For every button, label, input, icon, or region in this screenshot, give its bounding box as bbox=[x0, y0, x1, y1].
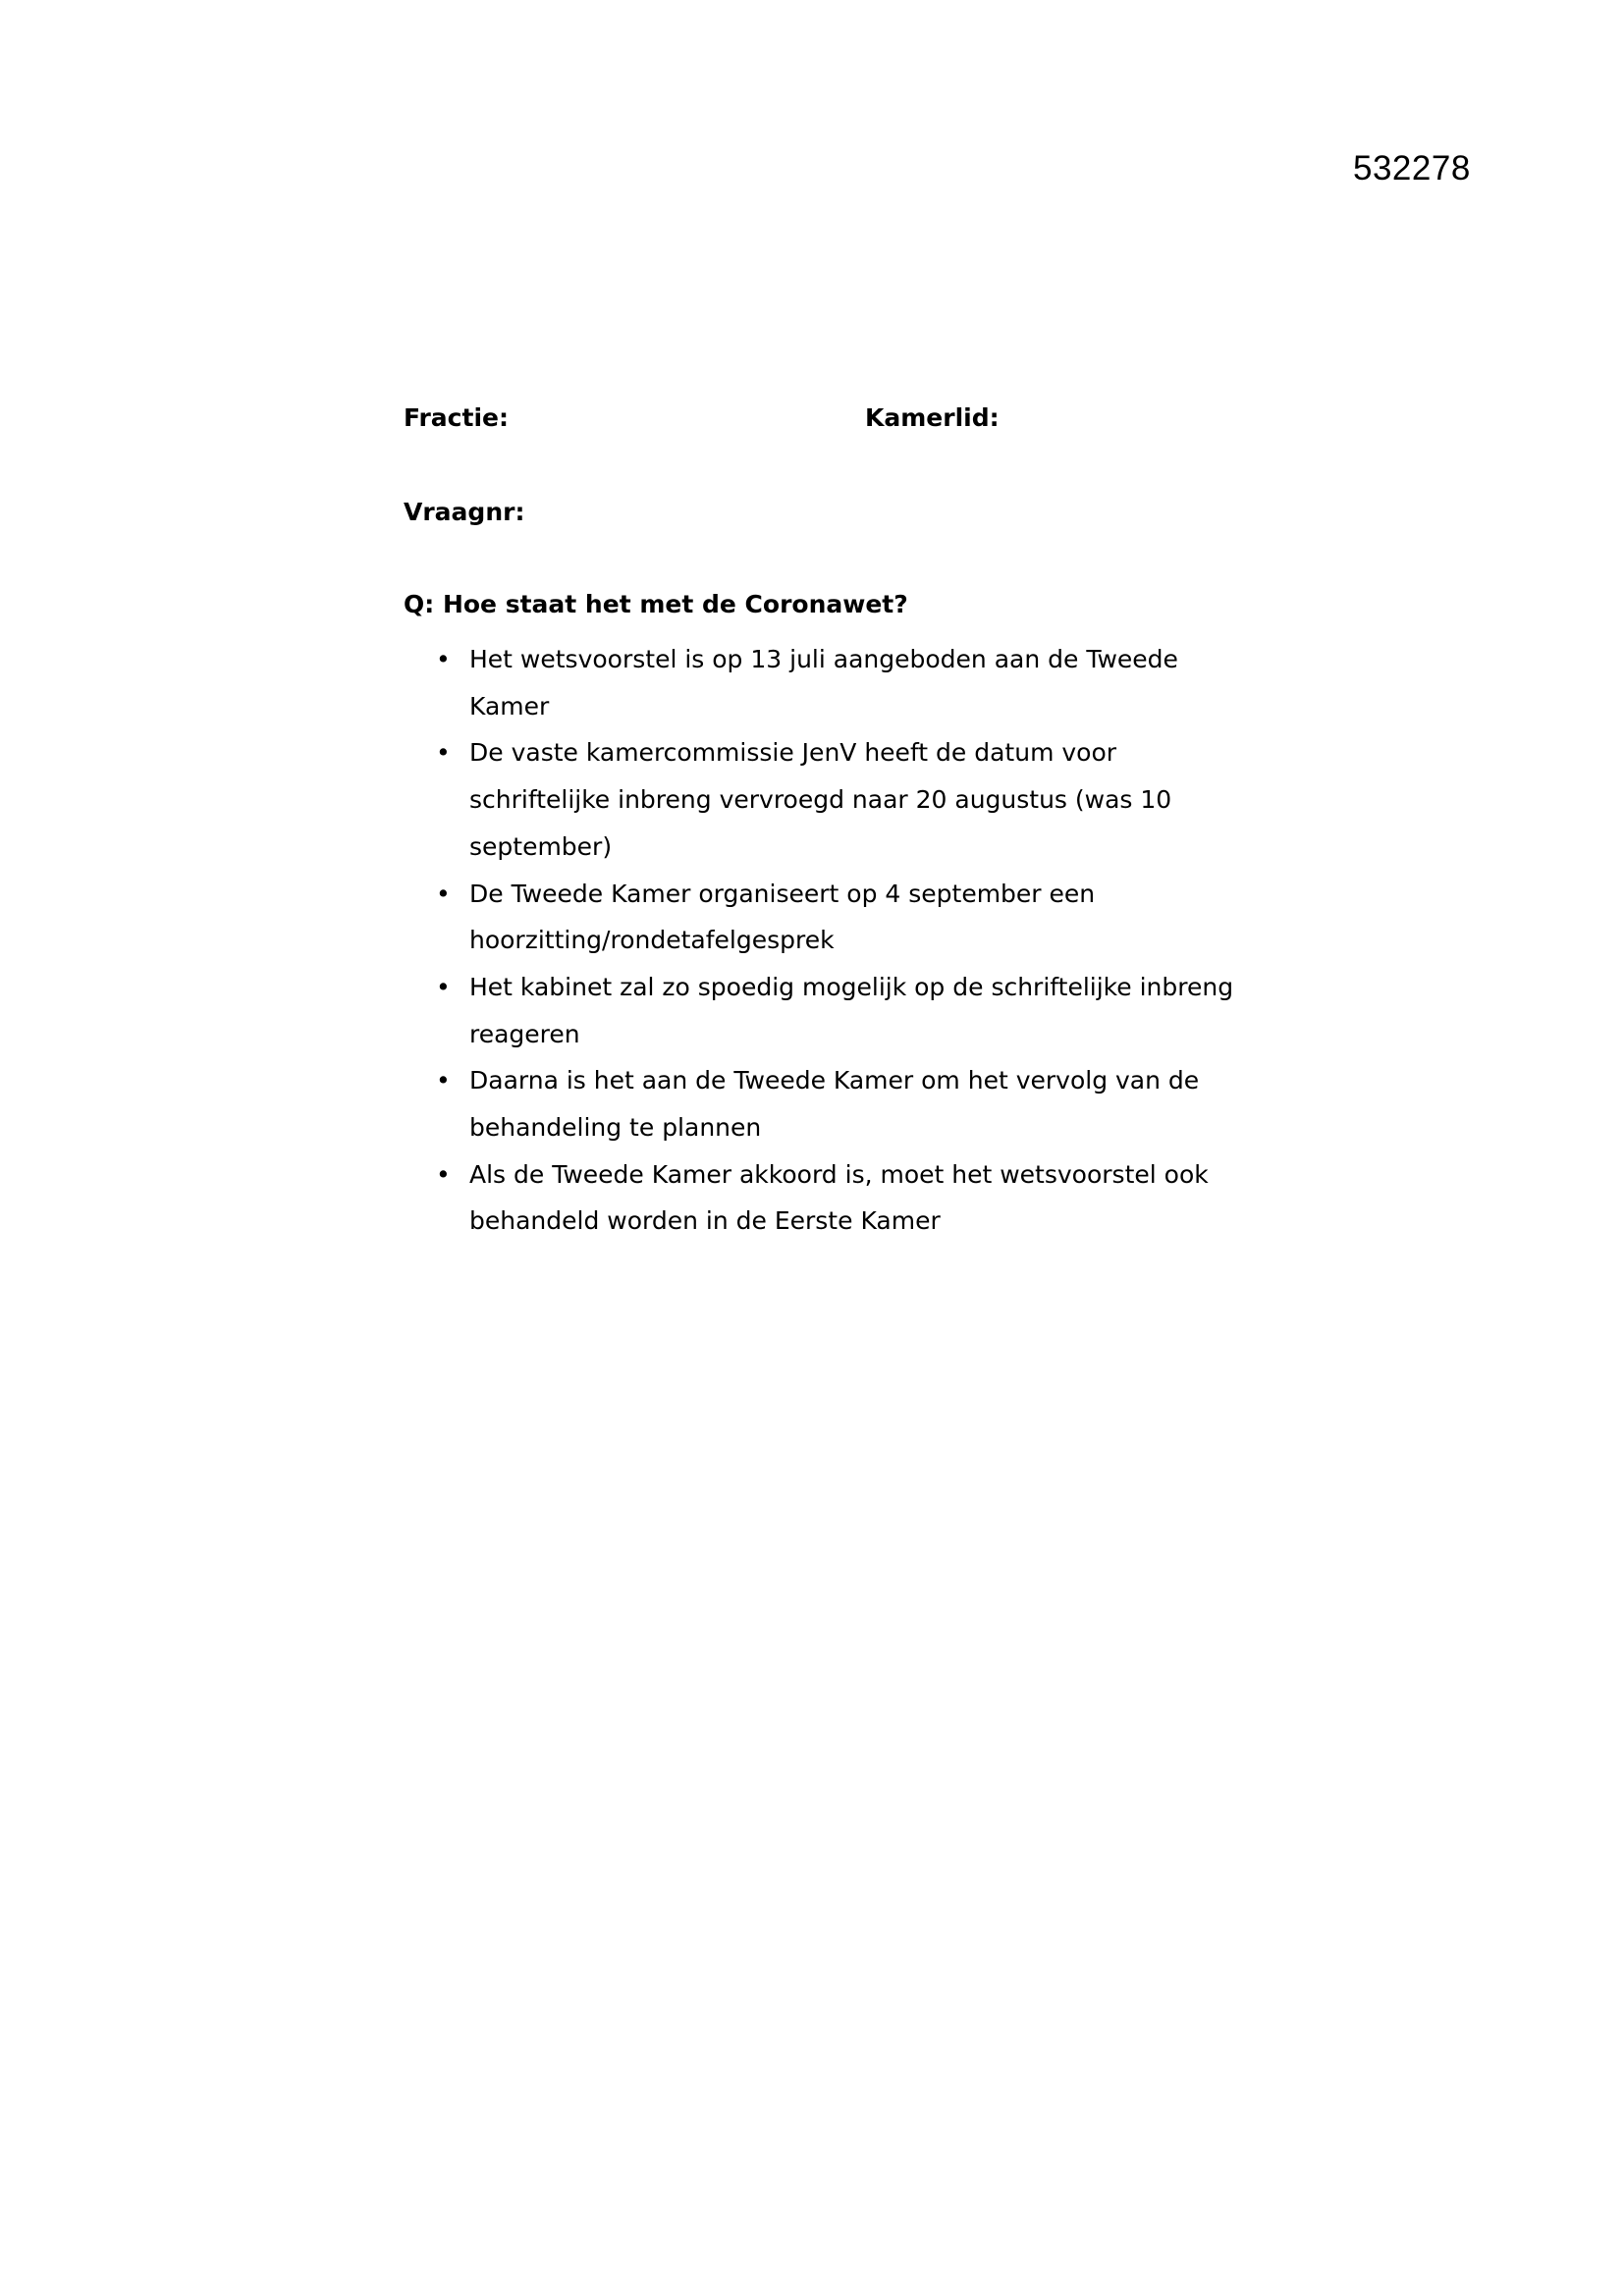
answer-text: Als de Tweede Kamer akkoord is, moet het wetsvoorstel ook behandeld worden in de Eerste Kamer bbox=[469, 1159, 1209, 1236]
list-item bbox=[404, 964, 1248, 1057]
vraagnr-label: Vraagnr: bbox=[404, 498, 525, 526]
question-heading: Q: Hoe staat het met de Coronawet? bbox=[404, 590, 908, 618]
kamerlid-label: Kamerlid: bbox=[865, 403, 1000, 432]
answer-text: De vaste kamercommissie JenV heeft de datum voor schriftelijke inbreng vervroegd naar 20 augustus (was 10 september) bbox=[469, 738, 1172, 861]
list-item bbox=[404, 729, 1248, 870]
bullet-icon: • bbox=[436, 645, 451, 673]
bullet-icon: • bbox=[436, 879, 451, 908]
fractie-label: Fractie: bbox=[404, 403, 509, 432]
answer-text: Daarna is het aan de Tweede Kamer om het vervolg van de behandeling te plannen bbox=[469, 1066, 1200, 1143]
answer-text: Het kabinet zal zo spoedig mogelijk op de schriftelijke inbreng reageren bbox=[469, 972, 1234, 1048]
list-item bbox=[404, 636, 1248, 729]
document-number: 532278 bbox=[1353, 149, 1471, 187]
answer-text: De Tweede Kamer organiseert op 4 september een hoorzitting/rondetafelgesprek bbox=[469, 879, 1096, 955]
bullet-icon: • bbox=[436, 738, 451, 768]
answer-list bbox=[404, 636, 1248, 1245]
bullet-icon: • bbox=[436, 1066, 451, 1095]
list-item bbox=[404, 1057, 1248, 1150]
answer-text: Het wetsvoorstel is op 13 juli aangeboden aan de Tweede Kamer bbox=[469, 645, 1178, 721]
bullet-icon: • bbox=[436, 972, 451, 1001]
list-item bbox=[404, 871, 1248, 964]
list-item bbox=[404, 1151, 1248, 1245]
bullet-icon: • bbox=[436, 1159, 451, 1189]
